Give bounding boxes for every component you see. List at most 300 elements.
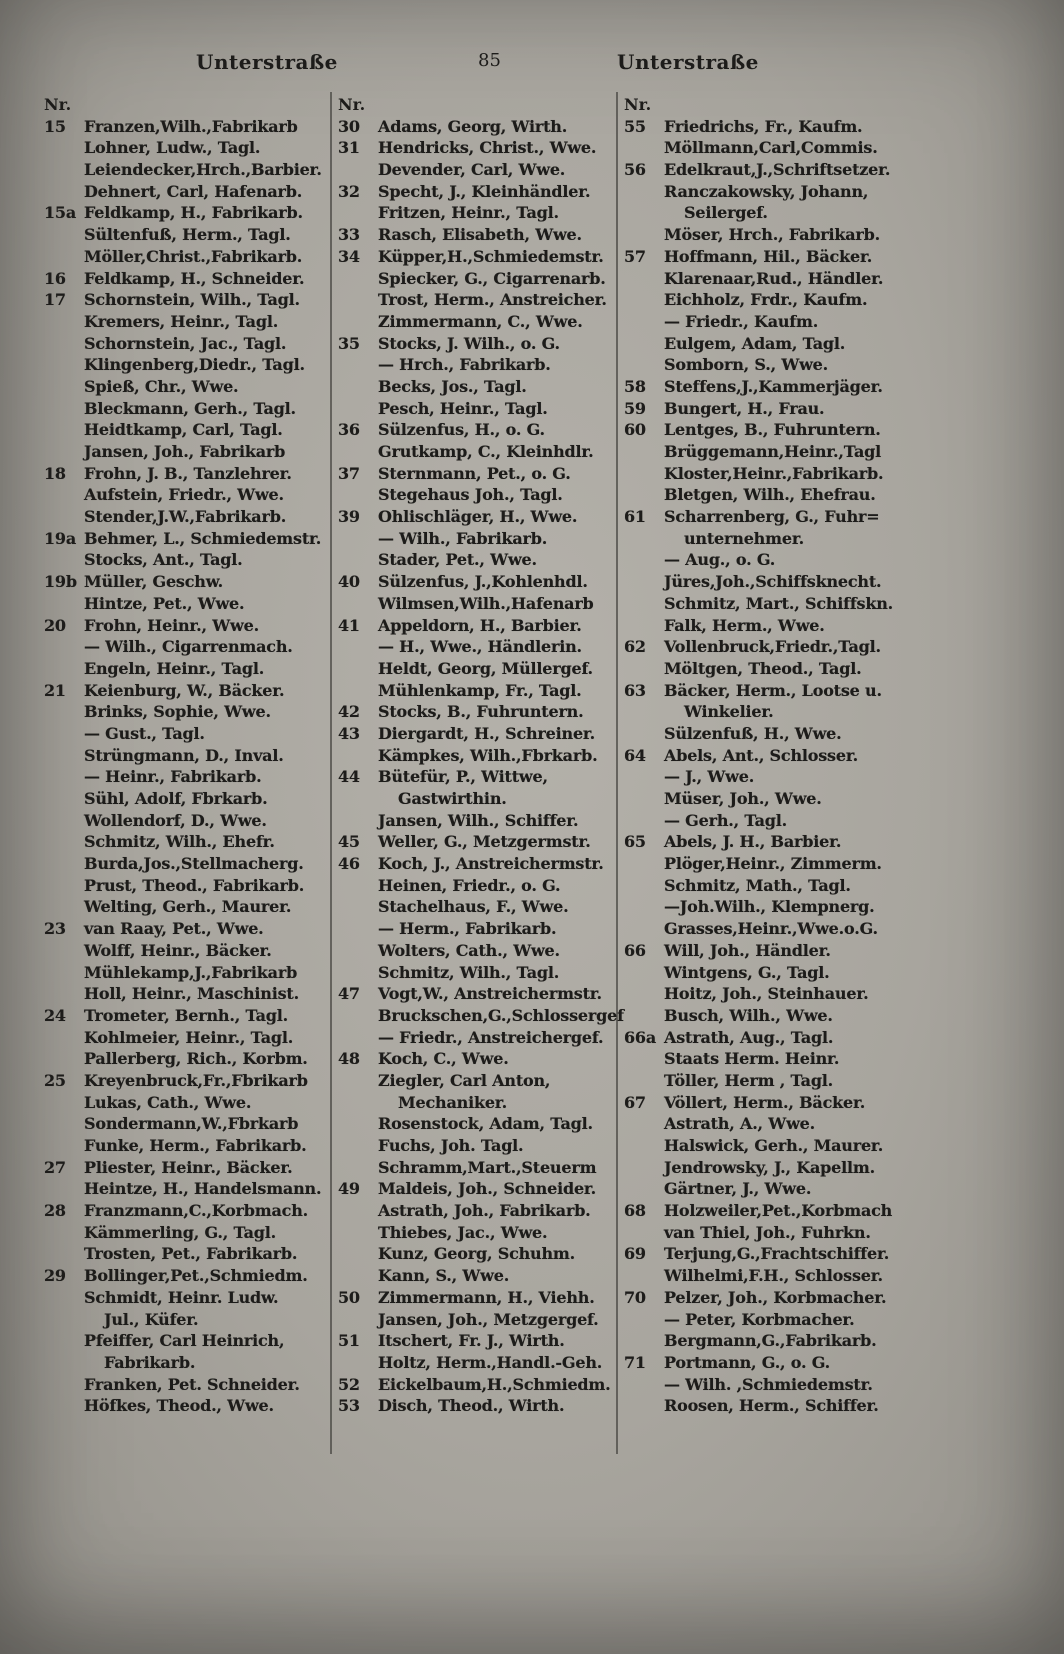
directory-entry-line [624,528,1028,550]
directory-entry-line [338,202,616,224]
house-number: 58 [624,376,646,396]
entry-text: Somborn, S., Wwe. [664,355,829,375]
entry-text: Itschert, Fr. J., Wirth. [378,1331,565,1351]
house-number: 63 [624,680,646,700]
directory-entry-line [338,1092,616,1114]
entry-text: Appeldorn, H., Barbier. [378,615,582,635]
directory-entry-line [624,1287,1028,1309]
directory-entry-line [44,615,330,637]
directory-entry-line [624,311,1028,333]
directory-entry-line [338,1395,616,1417]
directory-entry-line [624,1178,1028,1200]
directory-entry-line [624,1374,1028,1396]
entry-text: Kloster,Heinr.,Fabrikarb. [664,463,884,483]
directory-entry-line [44,1113,330,1135]
entry-text: Frohn, J. B., Tanzlehrer. [84,463,292,483]
directory-entry-line [44,1157,330,1179]
entry-text: Ohlischläger, H., Wwe. [378,507,578,527]
house-number: 43 [338,723,360,743]
entry-text: — J., Wwe. [664,767,755,787]
house-number: 37 [338,463,360,483]
house-number: 51 [338,1331,360,1351]
entry-text: Weller, G., Metzgermstr. [378,832,591,852]
house-number: 34 [338,246,360,266]
entry-text: Kreyenbruck,Fr.,Fbrikarb [84,1070,308,1090]
directory-entry-line [338,1135,616,1157]
entry-text: Engeln, Heinr., Tagl. [84,658,265,678]
column-divider-left [330,92,332,1454]
directory-entry-line [44,983,330,1005]
directory-entry-line [624,398,1028,420]
house-number: 68 [624,1201,646,1221]
entry-text: Müller, Geschw. [84,572,224,592]
entry-text: Hoffmann, Hil., Bäcker. [664,246,873,266]
directory-entry-line [44,376,330,398]
directory-entry-line [44,246,330,268]
directory-entry-line [624,766,1028,788]
entry-text: Jansen, Joh., Metzgergef. [378,1309,599,1329]
house-number: 57 [624,246,646,266]
column-divider-right [616,92,618,1454]
entry-text: Astrath, Aug., Tagl. [664,1027,834,1047]
entry-text: Wilhelmi,F.H., Schlosser. [664,1266,883,1286]
directory-column-2 [338,94,624,1417]
entry-text: Schmitz, Wilh., Tagl. [378,962,560,982]
directory-entry-line [624,181,1028,203]
entry-text: Feldkamp, H., Schneider. [84,268,305,288]
entry-text: Stocks, B., Fuhruntern. [378,702,584,722]
house-number: 36 [338,420,360,440]
directory-entry-line [338,159,616,181]
column-heading: Nr. [44,95,72,114]
directory-entry-line [624,1395,1028,1417]
directory-entry-line [44,896,330,918]
entry-text: Roosen, Herm., Schiffer. [664,1396,879,1416]
entry-text: Schmitz, Wilh., Ehefr. [84,832,275,852]
entry-text: Trost, Herm., Anstreicher. [378,290,607,310]
entry-text: Heidtkamp, Carl, Tagl. [84,420,283,440]
entry-text: Sternmann, Pet., o. G. [378,463,571,483]
entry-text: Heinen, Friedr., o. G. [378,875,561,895]
directory-entry-line [624,636,1028,658]
entry-text: Bollinger,Pet.,Schmiedm. [84,1266,308,1286]
entry-text: Stender,J.W.,Fabrikarb. [84,507,287,527]
entry-text: Gärtner, J., Wwe. [664,1179,812,1199]
entry-text: Höfkes, Theod., Wwe. [84,1396,274,1416]
entry-text: Aufstein, Friedr., Wwe. [84,485,284,505]
entry-text: Frohn, Heinr., Wwe. [84,615,259,635]
entry-text: — Heinr., Fabrikarb. [84,767,262,787]
entry-text: Jansen, Joh., Fabrikarb [84,442,286,461]
directory-entry-line [624,680,1028,702]
entry-text: Wintgens, G., Tagl. [664,962,830,982]
entry-text: —Joh.Wilh., Klempnerg. [664,897,875,917]
entry-text: Devender, Carl, Wwe. [378,160,566,180]
directory-entry-line [624,441,1028,463]
directory-entry-line [338,181,616,203]
directory-entry-line [624,962,1028,984]
directory-entry-line [338,1352,616,1374]
entry-text: Kohlmeier, Heinr., Tagl. [84,1027,294,1047]
directory-entry-line [44,1027,330,1049]
entry-text: Franzmann,C.,Korbmach. [84,1201,309,1221]
directory-entry-line [44,723,330,745]
directory-entry-line [624,419,1028,441]
entry-text: Busch, Wilh., Wwe. [664,1005,833,1025]
directory-entry-line [624,1113,1028,1135]
directory-entry-line [44,419,330,441]
entry-text: Wolff, Heinr., Bäcker. [84,940,272,960]
entry-text: Winkelier. [684,702,774,722]
directory-entry-line [338,680,616,702]
entry-text: Franken, Pet. Schneider. [84,1374,300,1394]
directory-entry-line [44,528,330,550]
directory-entry-line [44,875,330,897]
directory-entry-line [44,1352,330,1374]
directory-entry-line [44,1200,330,1222]
entry-text: Behmer, L., Schmiedemstr. [84,528,322,548]
entry-text: Hintze, Pet., Wwe. [84,593,245,613]
directory-entry-line [338,1287,616,1309]
house-number: 61 [624,507,646,527]
entry-text: Koch, C., Wwe. [378,1049,509,1069]
entry-text: Schmitz, Math., Tagl. [664,875,851,895]
directory-entry-line [624,506,1028,528]
house-number: 50 [338,1287,360,1307]
house-number: 53 [338,1396,360,1416]
directory-entry-line [44,1330,330,1352]
entry-text: Bergmann,G.,Fabrikarb. [664,1331,877,1351]
directory-entry-line [338,1005,624,1027]
house-number: 71 [624,1352,646,1372]
directory-entry-line [338,723,616,745]
entry-text: — Gust., Tagl. [84,723,205,743]
directory-entry-line [624,268,1028,290]
entry-text: Sülzenfus, J.,Kohlenhdl. [378,572,588,592]
entry-text: Strüngmann, D., Inval. [84,745,284,765]
directory-entry-line [44,181,330,203]
directory-entry-line [44,571,330,593]
entry-text: Specht, J., Kleinhändler. [378,181,591,201]
directory-entry-line [44,1243,330,1265]
directory-entry-line [338,962,616,984]
directory-entry-line [44,918,330,940]
entry-text: Leiendecker,Hrch.,Barbier. [84,160,322,180]
directory-entry-line [338,1222,616,1244]
entry-text: Pallerberg, Rich., Korbm. [84,1049,308,1069]
entry-text: Mühlekamp,J.,Fabrikarb [84,962,298,982]
directory-entry-line [338,398,616,420]
entry-text: Plöger,Heinr., Zimmerm. [664,854,882,874]
entry-text: Astrath, A., Wwe. [664,1114,815,1134]
entry-text: Fabrikarb. [104,1352,196,1372]
entry-text: Wollendorf, D., Wwe. [84,810,267,830]
directory-entry-line [624,615,1028,637]
directory-entry-line [44,593,330,615]
entry-text: Kann, S., Wwe. [378,1266,510,1286]
directory-entry-line [44,1048,330,1070]
entry-text: Kämpkes, Wilh.,Fbrkarb. [378,745,598,765]
directory-entry-line [44,1309,330,1331]
directory-entry-line [338,441,616,463]
entry-text: Welting, Gerh., Maurer. [84,897,292,917]
directory-entry-line [338,1048,616,1070]
directory-entry-line [338,1113,616,1135]
entry-text: Grasses,Heinr.,Wwe.o.G. [664,919,878,939]
directory-entry-line [44,354,330,376]
directory-entry-line [44,202,330,224]
directory-entry-line [338,875,616,897]
house-number: 29 [44,1266,66,1286]
entry-text: Kremers, Heinr., Tagl. [84,311,279,331]
entry-text: Holzweiler,Pet.,Korbmach [664,1201,893,1221]
entry-text: Hendricks, Christ., Wwe. [378,138,597,158]
entry-text: Staats Herm. Heinr. [664,1049,840,1069]
directory-entry-line [338,831,616,853]
house-number: 32 [338,181,360,201]
entry-text: — Aug., o. G. [664,550,776,570]
house-number: 59 [624,398,646,418]
directory-entry-line [338,940,616,962]
entry-text: Terjung,G.,Frachtschiffer. [664,1244,890,1264]
entry-text: Kunz, Georg, Schuhm. [378,1244,576,1264]
directory-entry-line [624,1070,1028,1092]
directory-entry-line [624,1092,1028,1114]
house-number: 19a [44,528,77,548]
entry-text: Stocks, Ant., Tagl. [84,550,243,570]
entry-text: Vogt,W., Anstreichermstr. [378,984,602,1004]
directory-entry-line [338,658,616,680]
house-number: 31 [338,138,360,158]
entry-text: Abels, Ant., Schlosser. [664,745,858,765]
entry-text: — Gerh., Tagl. [664,810,787,830]
directory-entry-line [338,983,616,1005]
entry-text: — Herm., Fabrikarb. [378,919,557,939]
entry-text: unternehmer. [684,528,804,548]
entry-text: Sondermann,W.,Fbrkarb [84,1114,299,1134]
entry-text: Heintze, H., Handelsmann. [84,1179,322,1199]
directory-entry-line [338,484,616,506]
entry-text: Prust, Theod., Fabrikarb. [84,875,305,895]
directory-entry-line [624,810,1028,832]
entry-text: Pfeiffer, Carl Heinrich, [84,1331,285,1351]
entry-text: — Friedr., Anstreichergef. [378,1027,604,1047]
directory-entry-line [44,940,330,962]
directory-entry-line [338,1243,616,1265]
entry-text: Schmidt, Heinr. Ludw. [84,1287,279,1307]
house-number: 25 [44,1070,66,1090]
directory-entry-line [624,116,1028,138]
entry-text: Möller,Christ.,Fabrikarb. [84,246,303,266]
entry-text: Disch, Theod., Wirth. [378,1396,565,1416]
directory-entry-line [624,1135,1028,1157]
entry-text: Gastwirthin. [398,789,507,808]
directory-entry-line [44,1222,330,1244]
entry-text: Diergardt, H., Schreiner. [378,723,596,743]
directory-entry-line [44,1395,330,1417]
directory-column-3 [624,94,1028,1417]
directory-entry-line [44,1374,330,1396]
directory-entry-line [338,333,616,355]
entry-text: — Friedr., Kaufm. [664,311,819,331]
entry-text: Bleckmann, Gerh., Tagl. [84,398,296,418]
entry-text: Bäcker, Herm., Lootse u. [664,680,882,700]
house-number: 66 [624,940,646,960]
entry-text: van Thiel, Joh., Fuhrkn. [664,1222,871,1242]
directory-entry-line [44,137,330,159]
directory-entry-line [338,376,616,398]
house-number: 55 [624,116,646,136]
directory-entry-line [44,1070,330,1092]
directory-entry-line [44,1178,330,1200]
directory-column-1 [44,94,330,1417]
house-number: 56 [624,160,646,180]
directory-entry-line [624,1222,1028,1244]
directory-entry-line [338,1178,616,1200]
entry-text: Friedrichs, Fr., Kaufm. [664,116,863,136]
directory-entry-line [624,137,1028,159]
entry-text: Steffens,J.,Kammerjäger. [664,376,883,396]
house-number: 15 [44,116,66,136]
entry-text: Abels, J. H., Barbier. [664,832,842,852]
directory-entry-line [44,268,330,290]
house-number: 46 [338,854,360,874]
directory-entry-line [44,311,330,333]
entry-text: Astrath, Joh., Fabrikarb. [378,1201,591,1221]
directory-entry-line [624,484,1028,506]
entry-text: Pliester, Heinr., Bäcker. [84,1157,293,1177]
entry-text: Rosenstock, Adam, Tagl. [378,1114,593,1134]
house-number: 24 [44,1005,66,1025]
entry-text: Kämmerling, G., Tagl. [84,1222,277,1242]
directory-entry-line [624,549,1028,571]
entry-text: Seilergef. [684,203,768,223]
house-number: 69 [624,1244,646,1264]
directory-entry-line [44,224,330,246]
directory-entry-line [44,766,330,788]
column-heading: Nr. [624,95,652,114]
entry-text: Völlert, Herm., Bäcker. [664,1092,866,1112]
entry-text: Wilmsen,Wilh.,Hafenarb [378,593,594,613]
directory-entry-line [44,333,330,355]
house-number: 39 [338,507,360,527]
entry-text: Küpper,H.,Schmiedemstr. [378,246,604,266]
directory-entry-line [338,896,616,918]
directory-entry-line [624,723,1028,745]
directory-entry-line [624,1330,1028,1352]
directory-entry-line [338,354,616,376]
entry-text: Maldeis, Joh., Schneider. [378,1179,597,1199]
house-number: 70 [624,1287,646,1307]
entry-text: Portmann, G., o. G. [664,1352,830,1372]
directory-entry-line [624,1027,1028,1049]
directory-entry-line [624,896,1028,918]
directory-entry-line [338,268,616,290]
directory-entry-line [338,615,616,637]
directory-entry-line [338,918,616,940]
entry-text: Funke, Herm., Fabrikarb. [84,1136,307,1155]
directory-entry-line [624,354,1028,376]
house-number: 21 [44,680,66,700]
directory-entry-line [624,1243,1028,1265]
directory-entry-line [44,680,330,702]
directory-entry-line [338,1070,616,1092]
entry-text: Schramm,Mart.,Steuerm [378,1157,597,1177]
house-number: 64 [624,745,646,765]
entry-text: Will, Joh., Händler. [664,940,831,960]
directory-entry-line [44,701,330,723]
entry-text: Feldkamp, H., Fabrikarb. [84,203,303,223]
directory-entry-line [44,962,330,984]
directory-entry-line [624,333,1028,355]
directory-entry-line [624,983,1028,1005]
house-number: 15a [44,203,77,223]
directory-entry-line [624,1005,1028,1027]
directory-entry-line [44,1287,330,1309]
directory-entry-line [624,701,1028,723]
entry-text: Lohner, Ludw., Tagl. [84,138,261,158]
entry-text: Holtz, Herm.,Handl.-Geh. [378,1352,603,1372]
directory-entry-line [44,745,330,767]
house-number: 52 [338,1374,360,1394]
entry-text: Pelzer, Joh., Korbmacher. [664,1287,887,1307]
house-number: 41 [338,615,360,635]
entry-text: Sühl, Adolf, Fbrkarb. [84,789,268,808]
entry-text: Sülzenfuß, H., Wwe. [664,723,842,743]
header-street-left: Unterstraße [196,50,338,74]
entry-text: Bletgen, Wilh., Ehefrau. [664,485,876,505]
entry-text: Bruckschen,G.,Schlossergef [378,1005,624,1025]
entry-text: Schornstein, Wilh., Tagl. [84,290,300,310]
entry-text: Grutkamp, C., Kleinhdlr. [378,442,594,461]
entry-text: Zimmermann, H., Viehh. [378,1287,595,1307]
entry-text: Trosten, Pet., Fabrikarb. [84,1244,298,1264]
directory-entry-line [338,246,616,268]
entry-text: Brinks, Sophie, Wwe. [84,702,271,722]
entry-text: Eickelbaum,H.,Schmiedm. [378,1374,611,1394]
entry-text: Franzen,Wilh.,Fabrikarb [84,116,298,136]
directory-entry-line [338,289,616,311]
directory-entry-line [44,441,330,463]
entry-text: Keienburg, W., Bäcker. [84,680,285,700]
page-header [0,50,1064,80]
entry-text: Spiecker, G., Cigarrenarb. [378,268,606,288]
directory-entry-line [338,745,616,767]
directory-entry-line [44,658,330,680]
directory-entry-line [338,636,616,658]
house-number: 17 [44,290,66,310]
directory-entry-line [338,311,616,333]
house-number: 40 [338,572,360,592]
entry-text: Möser, Hrch., Fabrikarb. [664,225,880,245]
entry-text: Stocks, J. Wilh., o. G. [378,333,560,353]
house-number: 47 [338,984,360,1004]
directory-entry-line [624,853,1028,875]
directory-entry-line [338,853,616,875]
entry-text: Sülzenfus, H., o. G. [378,420,545,440]
entry-text: Burda,Jos.,Stellmacherg. [84,854,304,874]
entry-text: Fuchs, Joh. Tagl. [378,1136,524,1155]
directory-entry-line [44,1265,330,1287]
entry-text: Dehnert, Carl, Hafenarb. [84,181,303,201]
entry-text: Halswick, Gerh., Maurer. [664,1136,884,1155]
entry-text: Klingenberg,Diedr., Tagl. [84,355,305,375]
directory-entry-line [624,571,1028,593]
house-number: 42 [338,702,360,722]
entry-text: Edelkraut,J.,Schriftsetzer. [664,160,891,180]
entry-text: Heldt, Georg, Müllergef. [378,658,593,678]
directory-entry-line [44,463,330,485]
